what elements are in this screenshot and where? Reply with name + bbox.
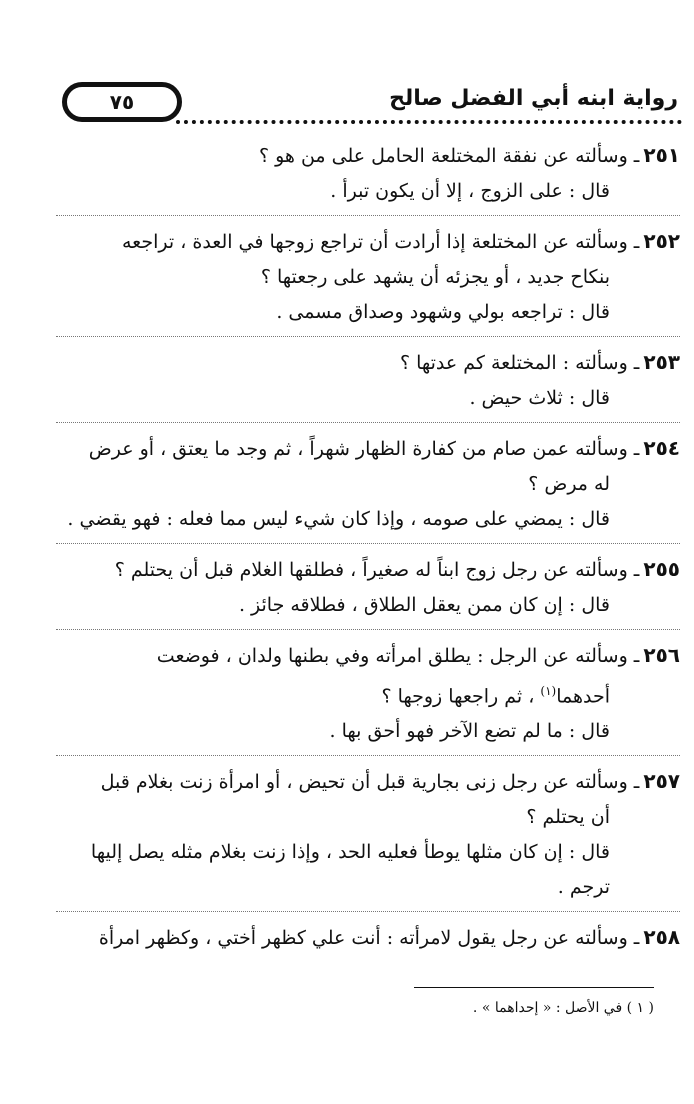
page-header bbox=[56, 80, 682, 126]
answer-line: قال : إن كان مثلها يوطأ فعليه الحد ، وإذا زنت بغلام مثله يصل إليها bbox=[90, 841, 610, 864]
question-line: ٢٥٨ـ وسألته عن رجل يقول لامرأته : أنت علي كظهر أختي ، وكظهر امرأة bbox=[98, 925, 680, 950]
footnote-reference: (١) bbox=[540, 684, 557, 698]
footnote-separator bbox=[414, 987, 654, 988]
answer-line: قال : إن كان ممن يعقل الطلاق ، فطلاقه جائز . bbox=[238, 594, 610, 616]
question-line: بنكاح جديد ، أو يجزئه أن يشهد على رجعتها ؟ bbox=[260, 266, 610, 288]
answer-line: قال : يمضي على صومه ، وإذا كان شيء ليس مما فعله : فهو يقضي . bbox=[67, 508, 610, 530]
header-dotted-rule bbox=[176, 120, 682, 124]
question-line: ٢٥٤ـ وسألته عمن صام من كفارة الظهار شهراً ، ثم وجد ما يعتق ، أو عرض bbox=[88, 436, 680, 460]
entry-258 bbox=[56, 920, 680, 962]
main-text bbox=[56, 138, 680, 970]
entry-251 bbox=[56, 138, 680, 216]
entry-255 bbox=[56, 552, 680, 630]
answer-line: قال : ما لم تضع الآخر فهو أحق بها . bbox=[329, 720, 610, 743]
entry-number: ٢٥٧ bbox=[643, 769, 680, 794]
answer-line: قال : تراجعه بولي وشهود وصداق مسمى . bbox=[276, 301, 610, 323]
running-title: رواية ابنه أبي الفضل صالح bbox=[389, 86, 678, 111]
entry-number: ٢٥٢ bbox=[643, 229, 680, 253]
entry-253 bbox=[56, 345, 680, 423]
answer-line: قال : ثلاث حيض . bbox=[469, 387, 610, 409]
question-line: ٢٥٦ـ وسألته عن الرجل : يطلق امرأته وفي بطنها ولدان ، فوضعت bbox=[156, 643, 680, 667]
entry-number: ٢٥٨ bbox=[643, 925, 680, 950]
entry-number: ٢٥٣ bbox=[643, 350, 680, 374]
answer-line: قال : على الزوج ، إلا أن يكون تبرأ . bbox=[330, 180, 610, 202]
entry-256 bbox=[56, 638, 680, 756]
entry-number: ٢٥٥ bbox=[643, 557, 680, 581]
entry-252 bbox=[56, 224, 680, 337]
entry-254 bbox=[56, 431, 680, 544]
entry-number: ٢٥٦ bbox=[643, 643, 680, 667]
question-line: أحدهما$^{(١)}$ ، ثم راجعها زوجها ؟ bbox=[381, 684, 610, 708]
answer-line: ترجم . bbox=[557, 876, 610, 899]
footnote: ( ١ ) في الأصل : « إحداهما » . bbox=[472, 1000, 654, 1016]
question-line: ٢٥٧ـ وسألته عن رجل زنى بجارية قبل أن تحيض ، أو امرأة زنت بغلام قبل bbox=[100, 769, 680, 794]
page-number: ٧٥ bbox=[62, 82, 182, 122]
question-line: له مرض ؟ bbox=[528, 473, 610, 495]
entry-257 bbox=[56, 764, 680, 912]
question-line: ٢٥٣ـ وسألته : المختلعة كم عدتها ؟ bbox=[399, 350, 680, 374]
entry-number: ٢٥١ bbox=[643, 143, 680, 167]
question-line: ٢٥١ـ وسألته عن نفقة المختلعة الحامل على من هو ؟ bbox=[258, 143, 680, 167]
question-line: ٢٥٢ـ وسألته عن المختلعة إذا أرادت أن تراجع زوجها في العدة ، تراجعه bbox=[122, 229, 680, 253]
question-line: أن يحتلم ؟ bbox=[526, 806, 610, 829]
question-line: ٢٥٥ـ وسألته عن رجل زوج ابناً له صغيراً ، فطلقها الغلام قبل أن يحتلم ؟ bbox=[114, 557, 680, 581]
entry-number: ٢٥٤ bbox=[643, 436, 680, 460]
